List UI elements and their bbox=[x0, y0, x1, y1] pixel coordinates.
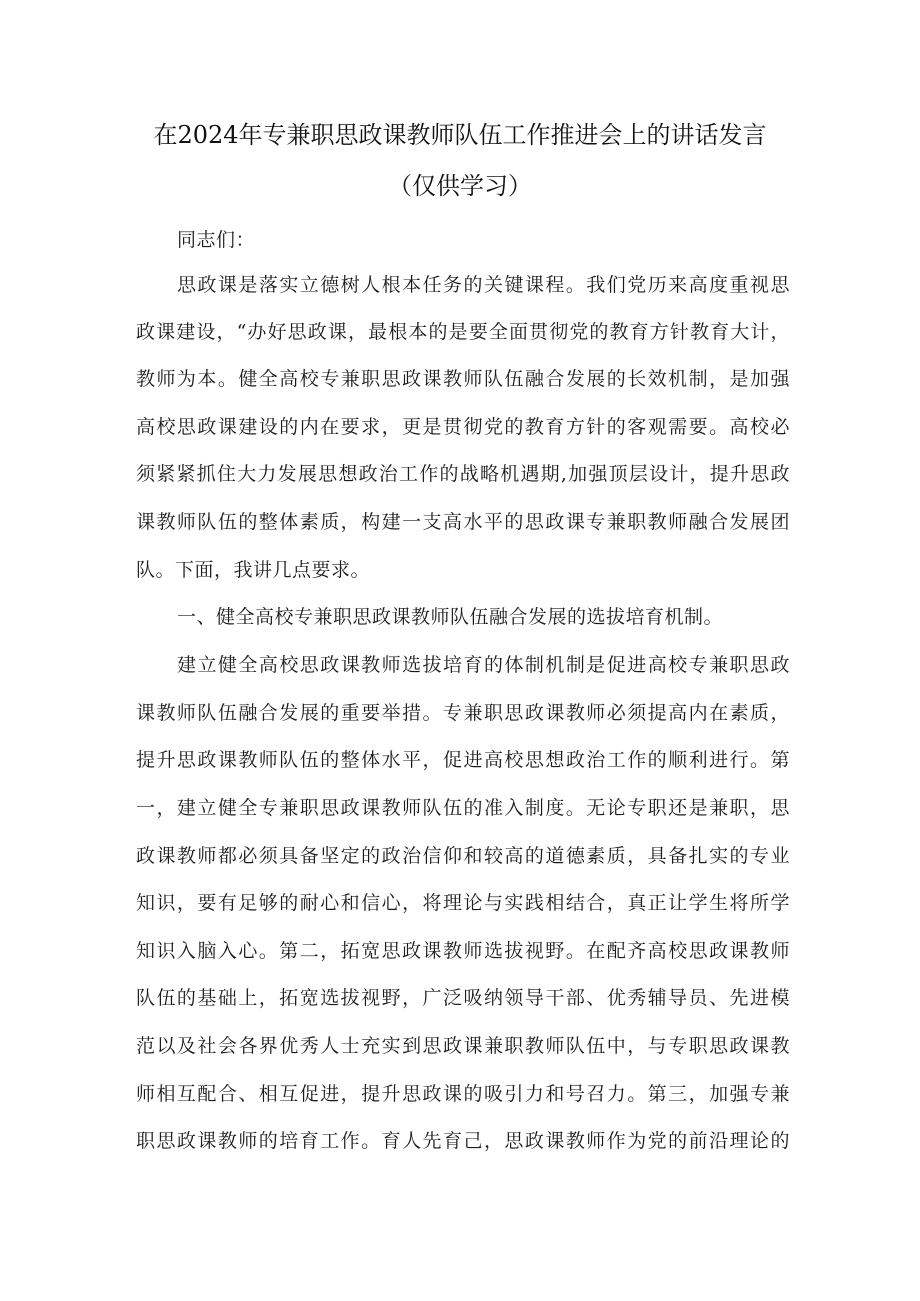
text-line: 课教师队伍的整体素质，构建一支高水平的思政课专兼职教师融合发展团 bbox=[136, 511, 790, 533]
text-line: 提升思政课教师队伍的整体水平，促进高校思想政治工作的顺利进行。第 bbox=[136, 749, 790, 771]
text-line: 一，建立健全专兼职思政课教师队伍的准入制度。无论专职还是兼职，思 bbox=[136, 797, 790, 819]
text-line: 高校思政课建设的内在要求，更是贯彻党的教育方针的客观需要。高校必 bbox=[136, 416, 790, 438]
text-line: 政课教师都必须具备坚定的政治信仰和较高的道德素质，具备扎实的专业 bbox=[136, 845, 790, 867]
text-line: 知识入脑入心。第二，拓宽思政课教师选拔视野。在配齐高校思政课教师 bbox=[136, 940, 790, 962]
text-line: 知识，要有足够的耐心和信心，将理论与实践相结合，真正让学生将所学 bbox=[136, 892, 790, 914]
text-line: 队。下面，我讲几点要求。 bbox=[136, 559, 371, 581]
text-line: 队伍的基础上，拓宽选拔视野，广泛吸纳领导干部、优秀辅导员、先进模 bbox=[136, 987, 790, 1009]
text-line: 思政课是落实立德树人根本任务的关键课程。我们党历来高度重视思 bbox=[177, 274, 790, 296]
text-line: 职思政课教师的培育工作。育人先育己，思政课教师作为党的前沿理论的 bbox=[136, 1130, 790, 1152]
text-line: 师相互配合、相互促进，提升思政课的吸引力和号召力。第三，加强专兼 bbox=[136, 1083, 790, 1105]
document-subtitle: （仅供学习） bbox=[388, 172, 532, 200]
text-line: 范以及社会各界优秀人士充实到思政课兼职教师队伍中，与专职思政课教 bbox=[136, 1035, 790, 1057]
text-line: 政课建设，“办好思政课，最根本的是要全面贯彻党的教育方针教育大计， bbox=[136, 321, 790, 343]
text-line: 建立健全高校思政课教师选拔培育的体制机制是促进高校专兼职思政 bbox=[177, 654, 790, 676]
salutation: 同志们： bbox=[177, 229, 256, 251]
document-title: 在2024年专兼职思政课教师队伍工作推进会上的讲话发言 bbox=[153, 121, 767, 149]
section-heading: 一、健全高校专兼职思政课教师队伍融合发展的选拔培育机制。 bbox=[177, 606, 724, 628]
text-line: 须紧紧抓住大力发展思想政治工作的战略机遇期,加强顶层设计，提升思政 bbox=[136, 463, 790, 485]
text-line: 教师为本。健全高校专兼职思政课教师队伍融合发展的长效机制，是加强 bbox=[136, 368, 790, 390]
text-line: 课教师队伍融合发展的重要举措。专兼职思政课教师必须提高内在素质， bbox=[136, 702, 790, 724]
